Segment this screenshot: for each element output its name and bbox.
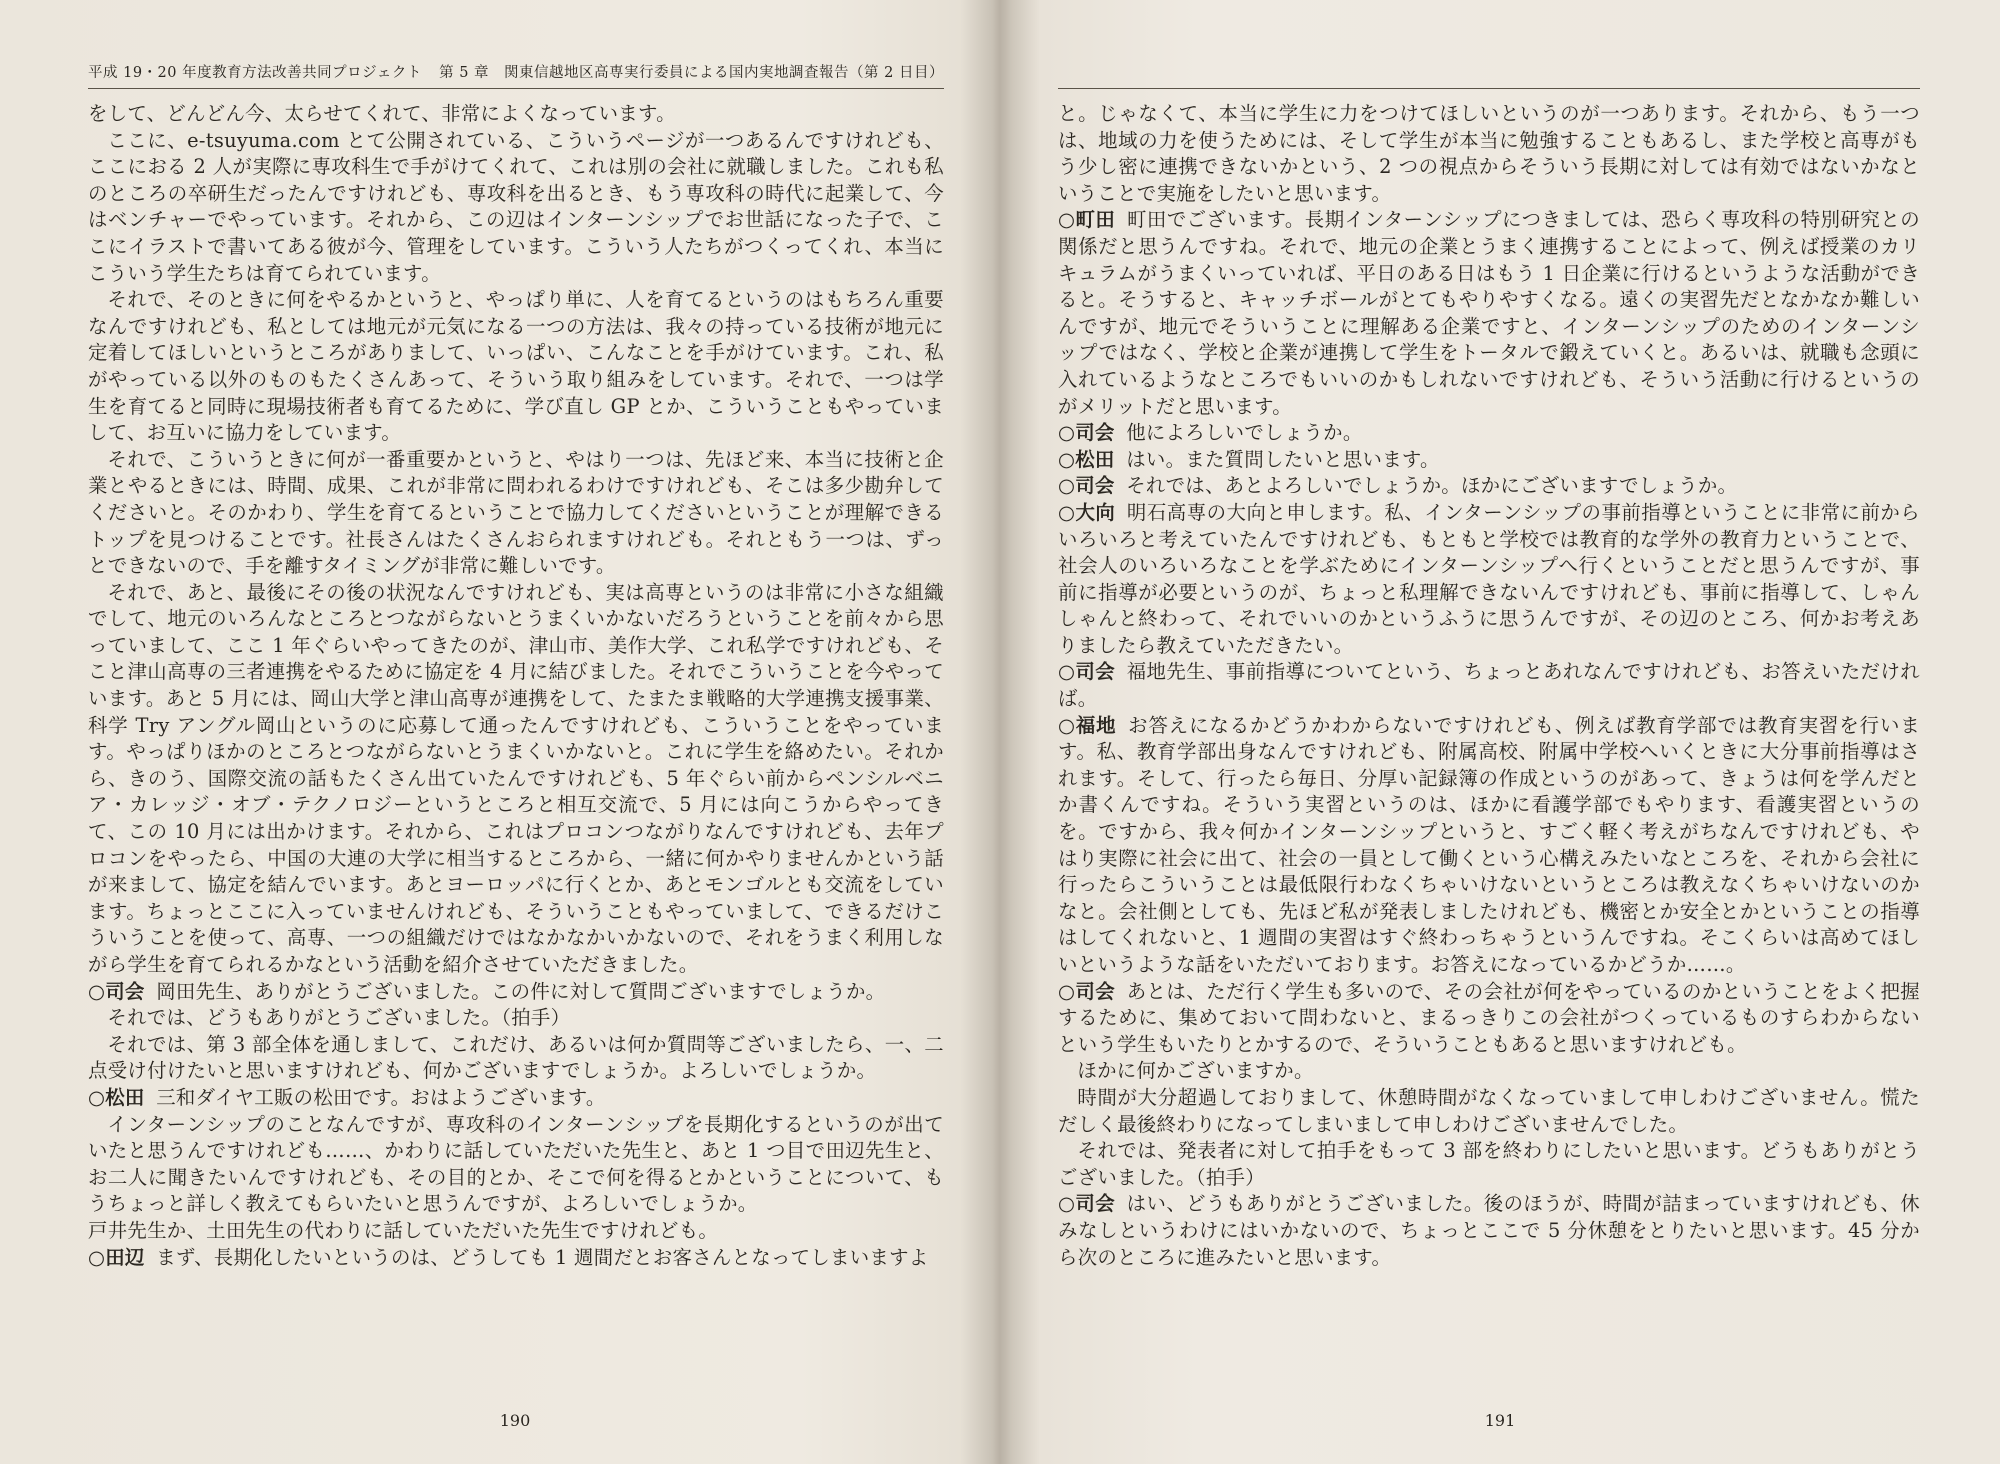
paragraph bbox=[1058, 659, 1920, 712]
paragraph bbox=[88, 447, 944, 580]
paragraph bbox=[1058, 1138, 1920, 1191]
paragraph bbox=[1058, 1085, 1920, 1138]
speaker-label: ○町田 bbox=[1058, 208, 1116, 232]
paragraph-text: あとは、ただ行く学生も多いので、その会社が何をやっているのかということをよく把握するために、集めておいて問わないと、まるっきりこの会社がつくっているものすらわからないという学生もいたりとかするので、そういうこともあると思いますけれども。 bbox=[1058, 979, 1920, 1056]
right-page-body bbox=[1058, 101, 1920, 1271]
speaker-label: ○司会 bbox=[1058, 1192, 1116, 1216]
speaker-label: ○司会 bbox=[1058, 660, 1116, 684]
paragraph-text: それでは、発表者に対して拍手をもって 3 部を終わりにしたいと思います。どうもありがとうございました。（拍手） bbox=[1058, 1139, 1920, 1189]
paragraph-text: 福地先生、事前指導についてという、ちょっとあれなんですけれども、お答えいただければ。 bbox=[1058, 660, 1920, 711]
paragraph bbox=[88, 1032, 944, 1085]
speaker-label: ○福地 bbox=[1058, 713, 1117, 737]
header-chapter-title: 第 5 章 関東信越地区高専実行委員による国内実地調査報告（第 2 日目） bbox=[439, 65, 944, 81]
paragraph-text: と。じゃなくて、本当に学生に力をつけてほしいというのが一つあります。それから、もう一つは、地域の力を使うためには、そして学生が本当に勉強することもあるし、また学校と高専がもう少し密に連携できないかという、2 つの視点からそういう長期に対しては有効ではないかなということで実施をしたいと思います。 bbox=[1058, 102, 1920, 205]
paragraph-text: 他によろしいでしょうか。 bbox=[1126, 421, 1363, 445]
speaker-label: ○司会 bbox=[88, 979, 145, 1003]
speaker-label: ○田辺 bbox=[88, 1245, 145, 1269]
paragraph-text: 三和ダイヤ工販の松田です。おはようございます。 bbox=[156, 1085, 606, 1109]
paragraph-text: それでは、第 3 部全体を通しまして、これだけ、あるいは何か質問等ございましたら、一、二点受け付けたいと思いますけれども、何かございますでしょうか。よろしいでしょうか。 bbox=[88, 1032, 944, 1083]
speaker-label: ○松田 bbox=[88, 1085, 145, 1109]
paragraph bbox=[1058, 1058, 1920, 1085]
paragraph bbox=[1058, 713, 1920, 979]
paragraph-text: インターンシップのことなんですが、専攻科のインターンシップを長期化するというのが出ていたと思うんですけれども……、かわりに話していただいた先生と、あと 1 つ目で田辺先生と、お二人に聞きたいんですけれども、その目的とか、そこで何を得るとかということについて、もうちょっと詳しく教えてもらいたいと思うんですが、よろしいでしょうか。 bbox=[88, 1112, 944, 1216]
paragraph bbox=[1058, 207, 1920, 420]
paragraph-text: ほかに何かございますか。 bbox=[1077, 1059, 1314, 1083]
paragraph bbox=[88, 979, 944, 1006]
paragraph bbox=[88, 1218, 944, 1245]
running-header-rule bbox=[1058, 60, 1920, 89]
paragraph bbox=[1058, 1191, 1920, 1271]
paragraph-text: 町田でございます。長期インターンシップにつきましては、恐らく専攻科の特別研究との関係だと思うんですね。それで、地元の企業とうまく連携することによって、例えば授業のカリキュラムがうまくいっていれば、平日のある日はもう 1 日企業に行けるというような活動ができると。そうすると、キャッチボールがとてもやりやすくなる。遠くの実習先だとなかなか難しいんですが、地元でそういうことに理解ある企業ですと、インターンシップのためのインターンシップではなく、学校と企業が連携して学生をトータルで鍛えていくと。あるいは、就職も念頭に入れているようなところでもいいのかもしれないですけれども、そういう活動に行けるというのがメリットだと思います。 bbox=[1058, 208, 1920, 418]
right-page bbox=[1000, 0, 2000, 1464]
paragraph-text: まず、長期化したいというのは、どうしても 1 週間だとお客さんとなってしまいますよ bbox=[156, 1245, 929, 1269]
paragraph bbox=[88, 1112, 944, 1218]
paragraph-text: お答えになるかどうかわからないですけれども、例えば教育学部では教育実習を行います。私、教育学部出身なんですけれども、附属高校、附属中学校へいくときに大分事前指導はされます。そして、行ったら毎日、分厚い記録簿の作成というのがあって、きょうは何を学んだとか書くんですね。そういう実習というのは、ほかに看護学部でもやります、看護実習というのを。ですから、我々何かインターンシップというと、すごく軽く考えがちなんですけれども、やはり実際に社会に出て、社会の一員として働くという心構えみたいなところを、それから会社に行ったらこういうことは最低限行わなくちゃいけないというところは教えなくちゃいけないのかなと。会社側としても、先ほど私が発表しましたけれども、機密とか安全とかということの指導はしてくれないと、1 週間の実習はすぐ終わっちゃうというんですね。そこくらいは高めてほしいというような話をいただいております。お答えになっているかどうか……。 bbox=[1058, 713, 1920, 976]
paragraph-text: それでは、どうもありがとうございました。（拍手） bbox=[107, 1006, 571, 1030]
paragraph-text: 明石高専の大向と申します。私、インターンシップの事前指導ということに非常に前からいろいろと考えていたんですけれども、もともと学校では教育的な学外の教育力ということで、社会人のいろいろなことを学ぶためにインターンシップへ行くということだと思うんですが、事前に指導が必要というのが、ちょっと私理解できないんですけれども、事前に指導して、しゃんしゃんと終わって、それでいいのかというふうに思うんですが、その辺のところ、何かお考えありましたら教えていただきたい。 bbox=[1058, 500, 1920, 657]
paragraph-text: それで、こういうときに何が一番重要かというと、やはり一つは、先ほど来、本当に技術と企業とやるときには、時間、成果、これが非常に問われるわけですけれども、そこは多少勘弁してくださいと。そのかわり、学生を育てるということで協力してくださいということが理解できるトップを見つけることです。社長さんはたくさんおられますけれども。それともう一つは、ずっとできないので、手を離すタイミングが非常に難しいです。 bbox=[88, 447, 944, 578]
paragraph-text: それで、そのときに何をやるかというと、やっぱり単に、人を育てるというのはもちろん重要なんですけれども、私としては地元が元気になる一つの方法は、我々の持っている技術が地元に定着してほしいというところがありまして、いっぱい、こんなことを手がけています。これ、私がやっている以外のものもたくさんあって、そういう取り組みをしています。それで、一つは学生を育てると同時に現場技術者も育てるために、学び直し GP とか、こういうこともやっていまして、お互いに協力をしています。 bbox=[88, 288, 944, 445]
paragraph-text: ここに、e-tsuyuma.com とて公開されている、こういうページが一つあるんですけれども、ここにおる 2 人が実際に専攻科生で手がけてくれて、これは別の会社に就職しました。これも私のところの卒研生だったんですけれども、専攻科を出るとき、もう専攻科の時代に起業して、今はベンチャーでやっています。それから、この辺はインターンシップでお世話になった子で、ここにイラストで書いてある彼が今、管理をしています。こういう人たちがつくってくれ、本当にこういう学生たちは育てられています。 bbox=[88, 128, 944, 285]
paragraph-text: はい。また質問したいと思います。 bbox=[1126, 447, 1440, 471]
paragraph bbox=[1058, 447, 1920, 474]
paragraph bbox=[88, 287, 944, 447]
paragraph bbox=[88, 1085, 944, 1112]
paragraph-text: はい、どうもありがとうございました。後のほうが、時間が詰まっていますけれども、休みなしというわけにはいかないので、ちょっとここで 5 分休憩をとりたいと思います。45 分から次のところに進みたいと思います。 bbox=[1058, 1192, 1920, 1269]
paragraph-text: それで、あと、最後にその後の状況なんですけれども、実は高専というのは非常に小さな組織でして、地元のいろんなところとつながらないとうまくいかないだろうということを前々から思っていまして、ここ 1 年ぐらいやってきたのが、津山市、美作大学、これ私学ですけれども、そこと津山高専の三者連携をやるために協定を 4 月に結びました。それでこういうことを今やっています。あと 5 月には、岡山大学と津山高専が連携をして、たまたま戦略的大学連携支援事業、科学 Try アングル岡山というのに応募して通ったんですけれども、こういうことをやっています。やっぱりほかのところとつながらないとうまくいかないと。これに学生を絡めたい。それから、きのう、国際交流の話もたくさん出ていたんですけれども、5 年ぐらい前からペンシルベニア・カレッジ・オブ・テクノロジーというところと相互交流で、5 月には向こうからやってきて、この 10 月には出かけます。それから、これはプロコンつながりなんですけれども、去年プロコンをやったら、中国の大連の大学に相当するところから、一緒に何かやりませんかという話が来まして、協定を結んでいます。あとヨーロッパに行くとか、あとモンゴルとも交流をしています。ちょっとここに入っていませんけれども、そういうこともやっていまして、できるだけこういうことを使って、高専、一つの組織だけではなかなかいかないので、それをうまく利用しながら学生を育てられるかなという活動を紹介させていただきました。 bbox=[88, 580, 944, 976]
paragraph bbox=[88, 1005, 944, 1032]
speaker-label: ○司会 bbox=[1058, 421, 1115, 445]
speaker-label: ○松田 bbox=[1058, 447, 1115, 471]
left-page-body bbox=[88, 101, 944, 1271]
paragraph-text: をして、どんどん今、太らせてくれて、非常によくなっています。 bbox=[88, 102, 676, 125]
paragraph bbox=[88, 101, 944, 128]
paragraph bbox=[1058, 473, 1920, 500]
page-number: 191 bbox=[1484, 1411, 1516, 1430]
paragraph bbox=[88, 580, 944, 979]
paragraph bbox=[1058, 101, 1920, 207]
paragraph-text: 岡田先生、ありがとうございました。この件に対して質問ございますでしょうか。 bbox=[156, 979, 886, 1003]
page-number: 190 bbox=[499, 1411, 531, 1430]
paragraph-text: 時間が大分超過しておりまして、休憩時間がなくなっていまして申しわけございません。慌ただしく最後終わりになってしまいまして申しわけございませんでした。 bbox=[1058, 1085, 1920, 1136]
running-header bbox=[88, 60, 944, 89]
paragraph-text: 戸井先生か、土田先生の代わりに話していただいた先生ですけれども。 bbox=[88, 1218, 719, 1242]
paragraph bbox=[1058, 979, 1920, 1059]
speaker-label: ○司会 bbox=[1058, 979, 1116, 1003]
speaker-label: ○司会 bbox=[1058, 474, 1115, 498]
paragraph bbox=[88, 128, 944, 288]
paragraph-text: それでは、あとよろしいでしょうか。ほかにございますでしょうか。 bbox=[1126, 474, 1738, 498]
paragraph bbox=[1058, 420, 1920, 447]
paragraph bbox=[88, 1245, 944, 1272]
speaker-label: ○大向 bbox=[1058, 500, 1116, 524]
header-project-title: 平成 19・20 年度教育方法改善共同プロジェクト bbox=[88, 65, 422, 81]
paragraph bbox=[1058, 500, 1920, 660]
